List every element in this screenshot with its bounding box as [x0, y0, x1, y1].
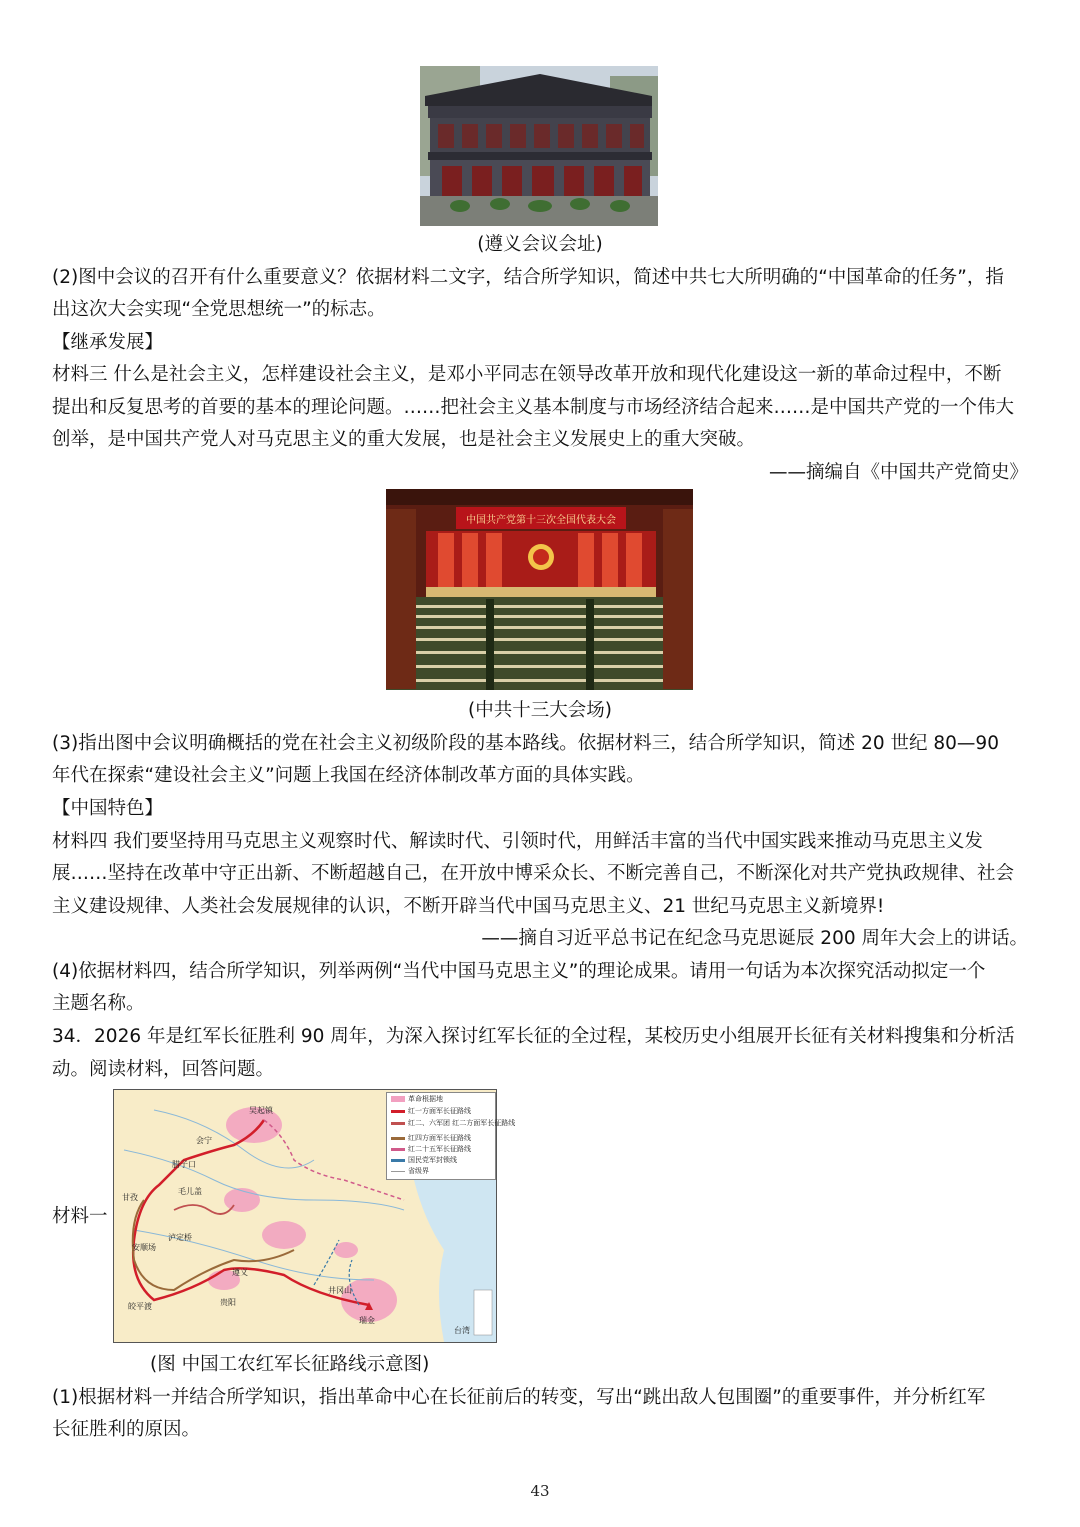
material-3-line-2: 提出和反复思考的首要的基本的理论问题。……把社会主义基本制度与市场经济结合起来……是中国共产党的一个伟大: [52, 397, 1015, 418]
map-place-label: 腊子口: [172, 1160, 196, 1169]
legend-item: 红二十五军长征路线: [391, 1145, 471, 1154]
section-heading-china: 【中国特色】: [52, 798, 164, 819]
legend-item: 红四方面军长征路线: [391, 1134, 471, 1143]
map-place-label: 吴起镇: [249, 1106, 273, 1115]
photo2-caption: (中共十三大会场): [468, 700, 612, 721]
material-3-source: ——摘编自《中国共产党简史》: [768, 462, 1028, 483]
question-3-line-1: (3)指出图中会议明确概括的党在社会主义初级阶段的基本路线。依据材料三，结合所学知识，简述 20 世纪 80—90: [52, 733, 999, 754]
map-place-label: 瑞金: [359, 1316, 375, 1325]
question-4-line-2: 主题名称。: [52, 993, 145, 1014]
map-place-label: 台湾: [454, 1326, 470, 1335]
congress-hall-illustration: [386, 489, 693, 690]
material-1-label: 材料一: [52, 1206, 108, 1227]
map-place-label: 毛儿盖: [178, 1187, 202, 1196]
material-4-line-3: 主义建设规律、人类社会发展规律的认识，不断开辟当代中国马克思主义、21 世纪马克思主义新境界!: [52, 896, 885, 917]
material-4-source: ——摘自习近平总书记在纪念马克思诞辰 200 周年大会上的讲话。: [481, 928, 1028, 949]
map-place-label: 会宁: [196, 1136, 212, 1145]
legend-item: 红一方面军长征路线: [391, 1107, 471, 1116]
page-number: 43: [530, 1482, 550, 1500]
question-4-line-1: (4)依据材料四，结合所学知识，列举两例“当代中国马克思主义”的理论成果。请用一句话为本次探究活动拟定一个: [52, 961, 986, 982]
map-place-label: 井冈山: [328, 1286, 352, 1295]
question-34-line-1: 34．2026 年是红军长征胜利 90 周年，为深入探讨红军长征的全过程，某校历史小组展开长征有关材料搜集和分析活: [52, 1026, 1015, 1047]
map-place-label: 安顺场: [132, 1243, 156, 1252]
question-3-line-2: 年代在探索“建设社会主义”问题上我国在经济体制改革方面的具体实践。: [52, 765, 645, 786]
long-march-map: [113, 1089, 516, 1343]
section-heading-inherit: 【继承发展】: [52, 332, 164, 353]
zunyi-meeting-site-photo: [420, 66, 658, 226]
map-place-label: 皎平渡: [128, 1302, 152, 1311]
legend-item: 国民党军封锁线: [391, 1156, 457, 1165]
material-3-line-1: 材料三 什么是社会主义，怎样建设社会主义，是邓小平同志在领导改革开放和现代化建设这一新的革命过程中，不断: [52, 364, 1002, 385]
question-2-line-2: 出这次大会实现“全党思想统一”的标志。: [52, 299, 386, 320]
map-place-label: 甘孜: [122, 1193, 138, 1202]
thirteenth-congress-photo: [386, 489, 693, 690]
legend-item: 革命根据地: [391, 1095, 443, 1104]
map-place-label: 泸定桥: [168, 1233, 192, 1242]
question-1-line-2: 长征胜利的原因。: [52, 1419, 201, 1440]
material-3-line-3: 创举，是中国共产党人对马克思主义的重大发展，也是社会主义发展史上的重大突破。: [52, 429, 756, 450]
material-4-line-1: 材料四 我们要坚持用马克思主义观察时代、解读时代、引领时代，用鲜活丰富的当代中国实践来推动马克思主义发: [52, 831, 983, 852]
question-2-line-1: (2)图中会议的召开有什么重要意义？依据材料二文字，结合所学知识，简述中共七大所明确的“中国革命的任务”，指: [52, 267, 1004, 288]
material-4-line-2: 展……坚持在改革中守正出新、不断超越自己，在开放中博采众长、不断完善自己，不断深化对共产党执政规律、社会: [52, 863, 1015, 884]
map-caption: (图 中国工农红军长征路线示意图): [150, 1354, 430, 1375]
congress-banner: 中国共产党第十三次全国代表大会: [466, 515, 616, 526]
map-place-label: 贵阳: [220, 1298, 236, 1307]
question-34-line-2: 动。阅读材料，回答问题。: [52, 1059, 275, 1080]
zunyi-building-illustration: [420, 66, 658, 226]
map-place-label: 遵义: [232, 1268, 248, 1277]
legend-item: 省级界: [391, 1167, 429, 1176]
photo1-caption: (遵义会议会址): [477, 234, 603, 255]
map-legend: [386, 1092, 516, 1180]
legend-item: 红二、六军团 红二方面军长征路线: [391, 1119, 515, 1128]
question-1-line-1: (1)根据材料一并结合所学知识，指出革命中心在长征前后的转变，写出“跳出敌人包围圈”的重要事件，并分析红军: [52, 1387, 986, 1408]
